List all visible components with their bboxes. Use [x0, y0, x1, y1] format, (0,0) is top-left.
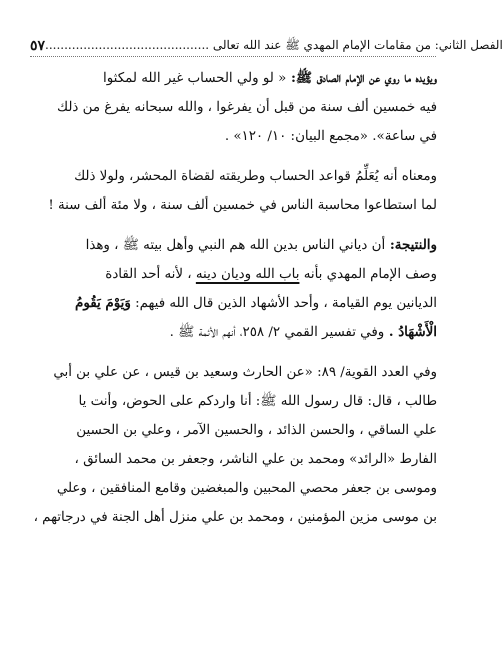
line-text: فيه خمسين ألف سنة من قبل أن يفرغوا ، والله سبحانه يفرغ من ذلك — [57, 100, 437, 115]
line-text: الفارط «الرائد» ومحمد بن علي الناشر، وجعفر بن محمد السائق ، — [74, 452, 437, 467]
line-text: « لو ولي الحساب غير الله لمكثوا — [103, 71, 287, 86]
page-number: ٥٧ — [30, 38, 46, 54]
text-line — [34, 231, 437, 260]
line-text: طالب ، قال: قال رسول الله ﷺ: أنا واردكم على الحوض، وأنت يا — [78, 394, 437, 409]
text-line — [34, 387, 437, 416]
paragraph — [34, 231, 437, 347]
text-line — [34, 191, 437, 220]
line-text: بن موسى مزين المؤمنين ، ومحمد بن علي منزل أهل الجنة في درجاتهم ، — [33, 510, 437, 525]
text-line — [34, 93, 437, 122]
page-body — [34, 64, 437, 532]
line-text: وفي العدد القوية/ ٨٩: «عن الحارث وسعيد بن قيس ، عن علي بن أبي — [53, 365, 437, 380]
text-line — [34, 260, 437, 289]
line-text: وفي تفسير القمي ٢/ ٢٥٨، أنهم الأئمة ﷺ . — [169, 325, 385, 340]
line-text: وصف الإمام المهدي بأنه — [299, 267, 437, 282]
line-text: ، لأنه أحد القادة — [105, 267, 196, 282]
text-line — [34, 474, 437, 503]
line-text: ومعناه أنه يُعَلِّمُ قواعد الحساب وطريقته لقضاة المحشر، ولولا ذلك — [74, 169, 437, 184]
paragraph — [34, 162, 437, 220]
text-line — [34, 64, 437, 93]
text-line — [34, 122, 437, 151]
paragraph — [34, 358, 437, 532]
line-text: وموسى بن جعفر محصي المحبين والمبغضين وقامع المنافقين ، وعلي — [56, 481, 437, 496]
text-line — [34, 162, 437, 191]
underlined-text: باب الله وديان دينه — [195, 267, 300, 282]
bold-lead-text: ويؤيده ما روي عن الإمام الصادق ﷺ: — [286, 70, 437, 86]
paragraph — [34, 64, 437, 151]
text-line — [34, 416, 437, 445]
text-line — [34, 445, 437, 474]
bold-lead-text: الْأَشْهَادُ . — [384, 324, 437, 340]
text-line — [34, 289, 437, 318]
text-line — [34, 503, 437, 532]
line-text: علي الساقي ، والحسن الذائد ، والحسين الآمر ، وعلي بن الحسين — [76, 423, 437, 438]
line-text: لما استطاعوا محاسبة الناس في خمسين ألف سنة ، ولا مئة ألف سنة ! — [48, 198, 437, 213]
line-text: أن دياني الناس بدين الله هم النبي وأهل بيته ﷺ ، وهذا — [85, 238, 386, 253]
line-text: في ساعة». «مجمع البيان: ١٠/ ١٢٠» . — [224, 129, 437, 144]
header-divider — [30, 56, 436, 57]
page-header — [30, 36, 503, 56]
text-line — [34, 358, 437, 387]
quran-quote: وَيَوْمَ يَقُومُ — [75, 295, 131, 311]
line-text: الديانين يوم القيامة ، وأحد الأشهاد الذين قال الله فيهم: — [130, 296, 437, 311]
running-title: الفصل الثاني: من مقامات الإمام المهدي ﷺ عند الله تعالى ........................................... — [45, 37, 503, 52]
bold-lead-text: والنتيجة: — [385, 237, 437, 253]
text-line — [34, 318, 437, 347]
